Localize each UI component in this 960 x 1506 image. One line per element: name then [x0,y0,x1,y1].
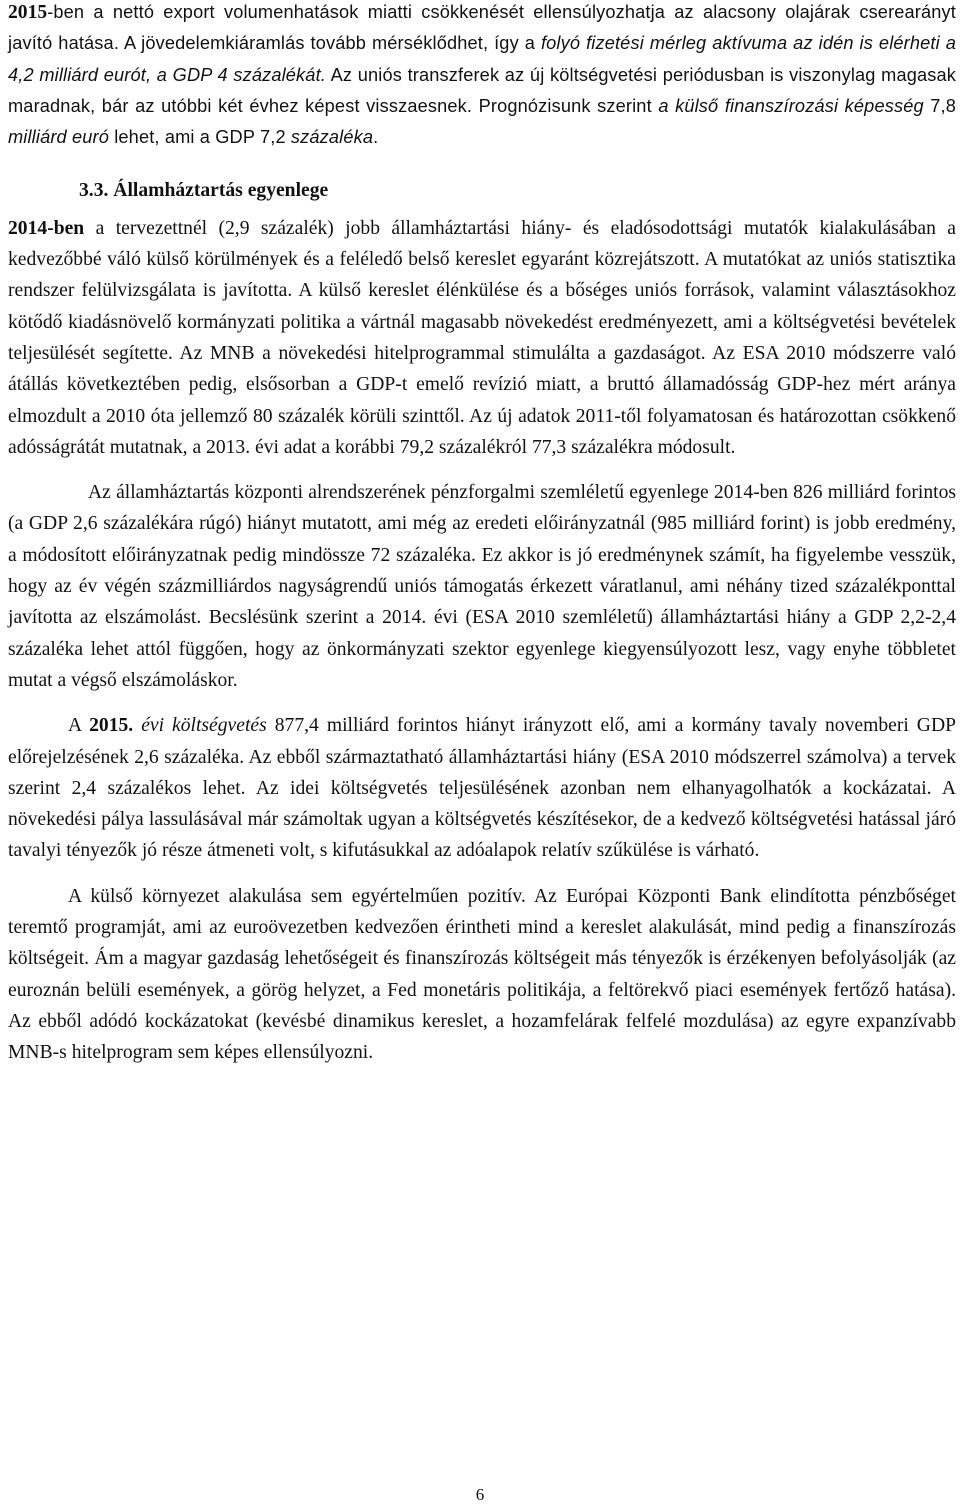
paragraph-2015-budget [8,710,956,866]
paragraph-external-environment: A külső környezet alakulása sem egyértelműen pozitív. Az Európai Központi Bank elindította pénzbőséget teremtő programját, ami az euroövezetben kedvezően érintheti mind a kereslet alakulását, mind pedig a finanszírozás költségeit. Ám a magyar gazdaság lehetőségeit és finanszírozás költségeit más tényezők is érzékenyen befolyásolják (az euroznán belüli események, a görög helyzet, a Fed monetáris politikája, a feltörekvő piaci események fertőző hatása). Az ebből adódó kockázatokat (kevésbé dinamikus kereslet, a hozamfelárak felfelé mozdulása) az egyre expanzívabb MNB-s hitelprogram sem képes ellensúlyozni. [8,885,956,1064]
italic-run: folyó fizetési mérleg aktívuma az idén is elérheti a 4,2 milliárd eurót, a GDP 4 százalékát. [8,33,956,85]
year-2014-bold: 2014-ben [8,217,85,239]
text-run: a tervezettnél (2,9 százalék) jobb államháztartási hiány- és eladósodottsági mutatók kialakulásában a kedvezőbbé váló külső körülmények és a feléledő belső kereslet egyaránt közrejátszott. A mutatókat az uniós statisztika rendszer felülvizsgálata is javította. A külső kereslet élénkülése és a bőséges uniós források, valamint választásokhoz kötődő kiadásnövelő kormányzati politika a vártnál magasabb növekedést eredményezett, ami a költségvetési bevételek teljesülését segítette. Az MNB a növekedési hitelprogrammal stimulálta a gazdaságot. Az ESA 2010 módszerre való átállás következtében pedig, elsősorban a GDP-t emelő revízió miatt, a bruttó államadósság GDP-hez mért aránya elmozdult a 2010 óta jellemző 80 százalék körüli szinttől. Az új adatok 2011-től folyamatosan és határozottan csökkenő adósságrátát mutatnak, a 2013. évi adat a korábbi 79,2 százalékról 77,3 százalékra módosult. [8,217,956,458]
section-heading: 3.3. Államháztartás egyenlege [79,180,329,202]
text-run: Az uniós transzferek az új költségvetési periódusban is viszonylag magasak maradnak, bár az utóbbi két évhez képest visszaesnek. Prognózisunk szerint [8,64,956,116]
year-2015-bold: 2015 [8,2,48,23]
text-run: -ben a nettó export volumenhatások miatti csökkenését ellensúlyozhatja az alacsony olajárak cserearányt javító hatása. A jövedelemkiáramlás tovább mérséklődhet, így a [8,2,956,54]
text-run: 7,8 [923,95,956,116]
italic-run: évi költségvetés [141,715,267,737]
paragraph-2014-balance [8,213,956,463]
italic-run: milliárd euró [8,127,110,148]
text-run: 877,4 milliárd forintos hiányt irányzott elő, ami a kormány tavaly novemberi GDP előrejelzésének 2,6 százaléka. Az ebből származtatható államháztartási hiány (ESA 2010 módszerrel számolva) a tervek szerint 2,4 százalékos lehet. Az idei költségvetés teljesülésének azonban nem elhanyagolhatók a kockázatai. A növekedési pálya lassulásával már számoltak ugyan a költségvetés készítésekor, de a kedvező költségvetési hatással járó tavalyi tényezők jó része átmeneti volt, s kifutásukkal az adóalapok relatív szűkülése is várható. [8,715,957,862]
italic-run: a külső finanszírozási képesség [658,95,924,116]
page-number: 6 [475,1485,485,1504]
text-run: lehet, ami a GDP 7,2 [109,127,291,148]
text-run: A [68,715,90,737]
paragraph-export-outlook [8,0,956,153]
italic-run: százaléka [290,127,374,148]
document-page [8,0,956,1069]
bold-run: 2015. [89,715,142,737]
text-run: . [373,127,379,148]
paragraph-central-subsystem: Az államháztartás központi alrendszerének pénzforgalmi szemléletű egyenlege 2014-ben 826 milliárd forintos (a GDP 2,6 százalékára rúgó) hiányt mutatott, ami még az eredeti előirányzatnál (985 milliárd forint) is jobb eredmény, a módosított előirányzatnak pedig mindössze 72 százaléka. Ez akkor is jó eredménynek számít, ha figyelembe vesszük, hogy az év végén százmilliárdos nagyságrendű uniós támogatás érkezett váratlanul, ami néhány tized százalékponttal javította az elszámolást. Becslésünk szerint a 2014. évi (ESA 2010 szemléletű) államháztartási hiány a GDP 2,2-2,4 százaléka lehet attól függően, hogy az önkormányzati szektor egyenlege kiegyensúlyozott lesz, vagy enyhe többletet mutat a végső elszámoláskor. [8,482,956,691]
